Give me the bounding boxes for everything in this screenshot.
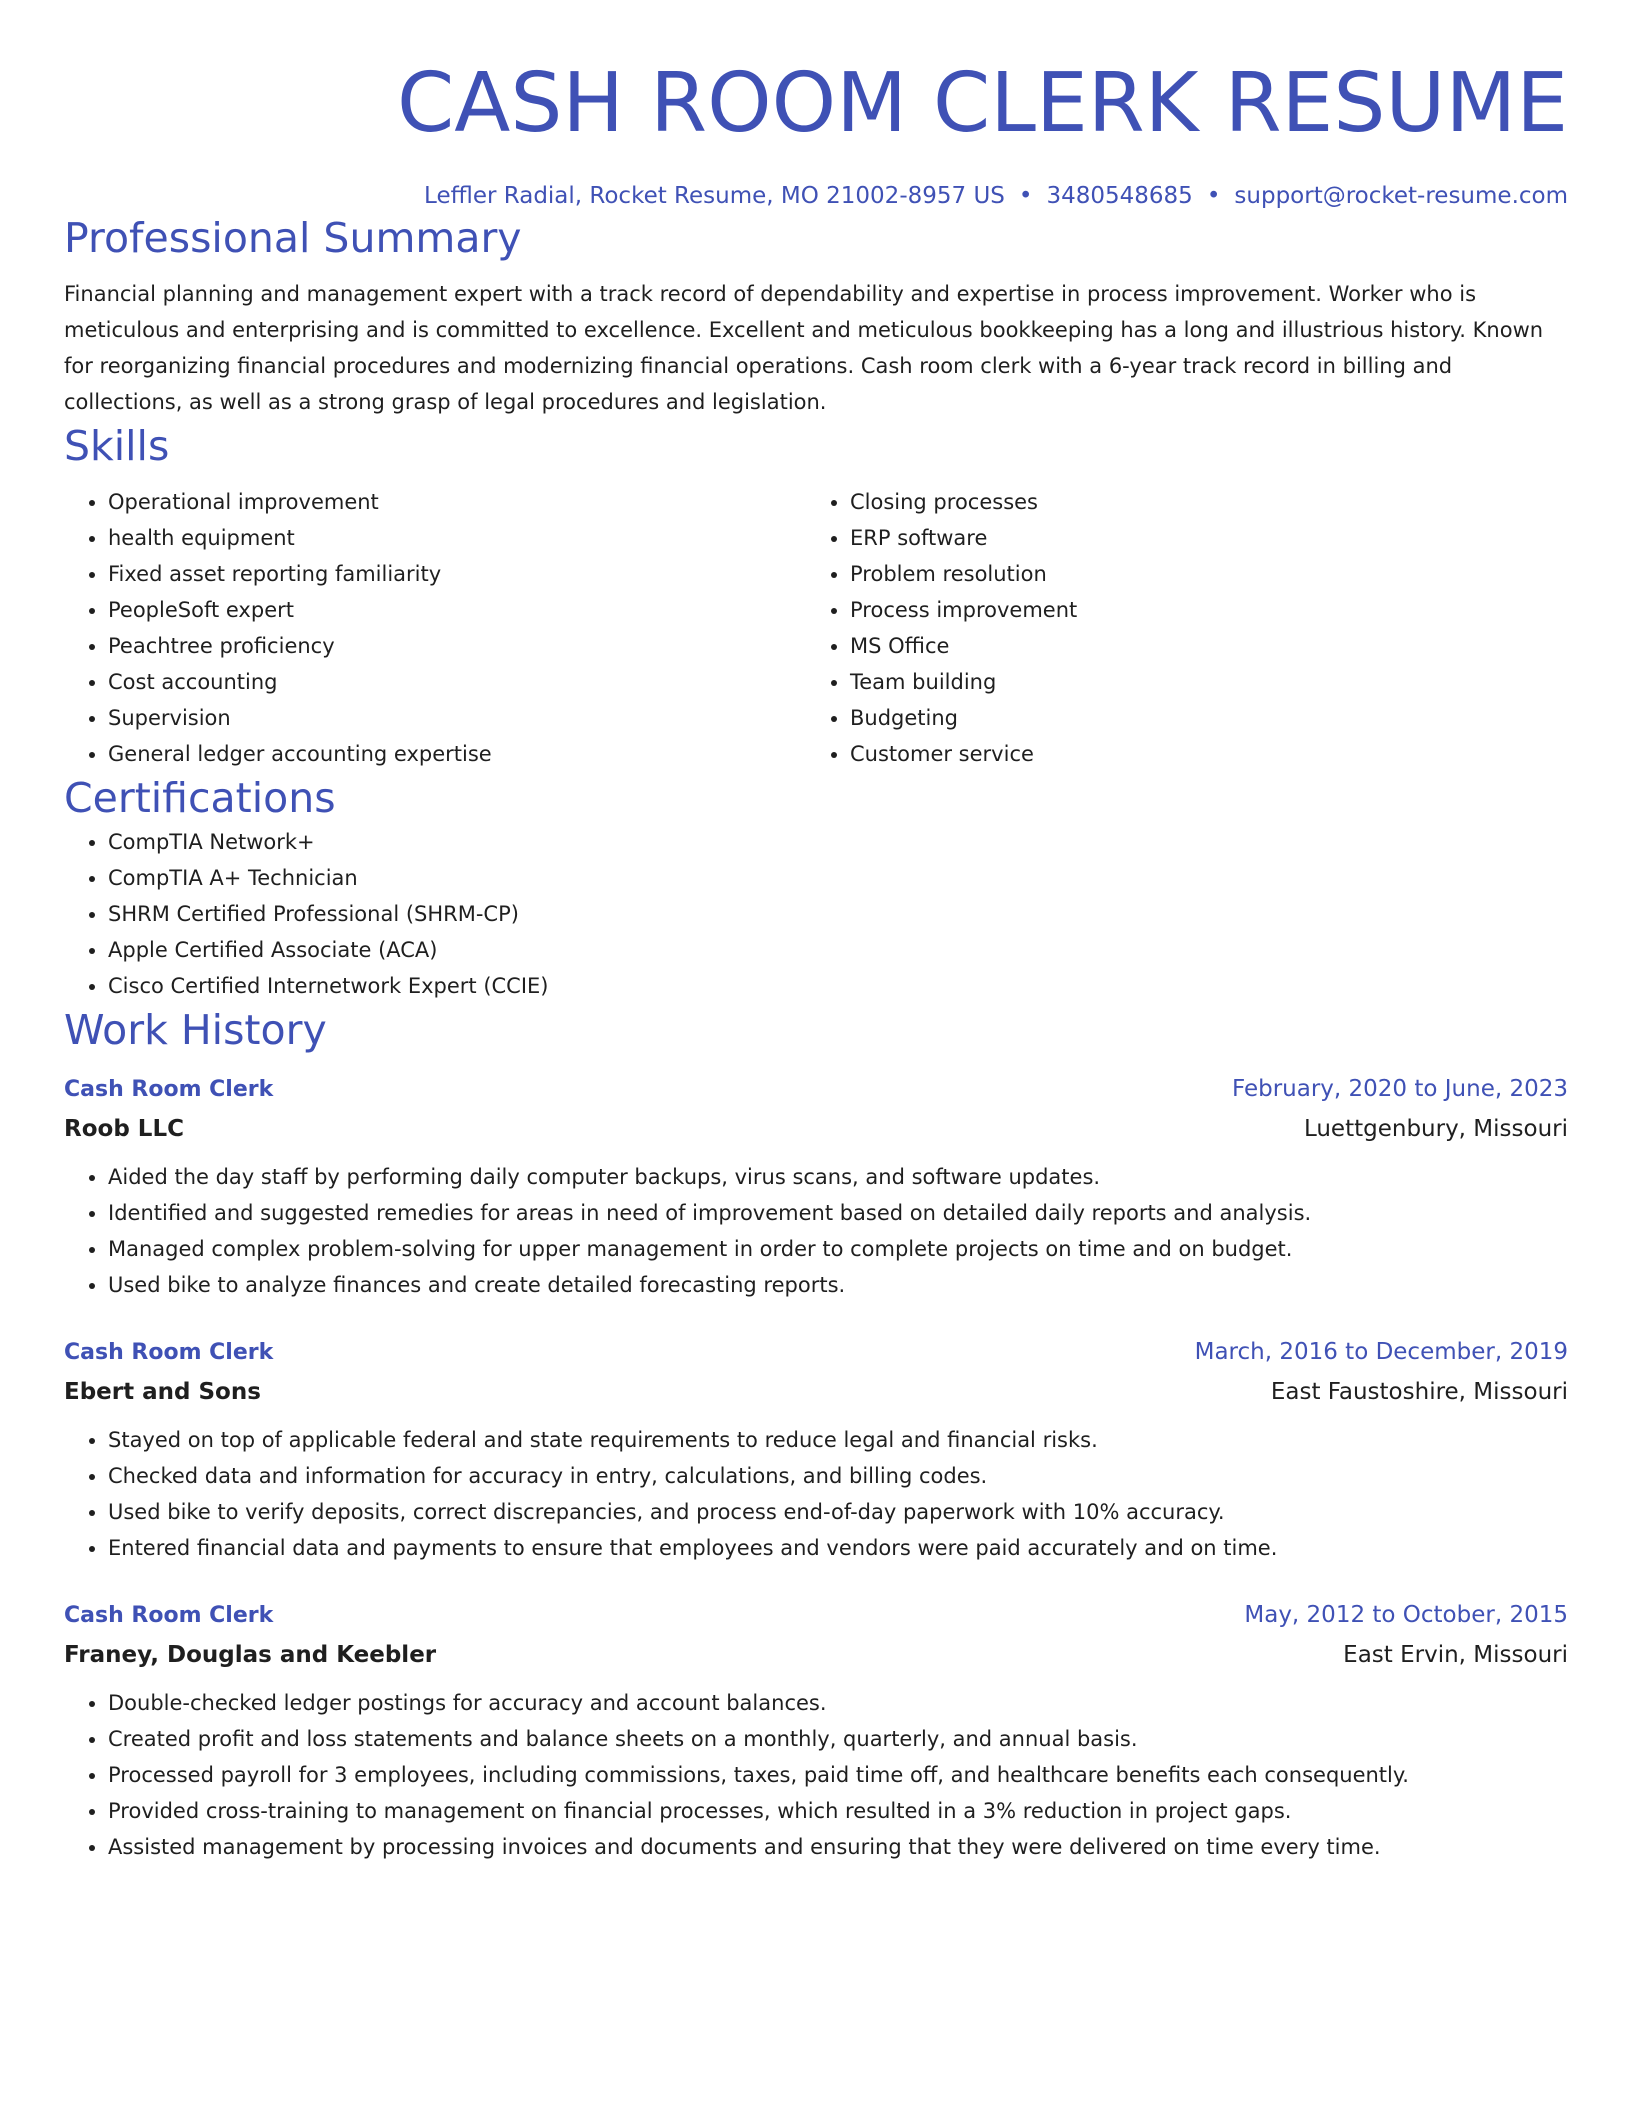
job-title: Cash Room Clerk — [64, 1077, 274, 1102]
resume-page — [64, 0, 1568, 1865]
job-company: Roob LLC — [64, 1116, 184, 1142]
job-location: Luettgenbury, Missouri — [1303, 1116, 1568, 1142]
job-duties-list — [64, 1159, 1568, 1303]
skill-item: • Process improvement — [850, 592, 1548, 628]
job-duty: • Double-checked ledger postings for accuracy and account balances. — [108, 1685, 1568, 1721]
job-duty: • Stayed on top of applicable federal and state requirements to reduce legal and financial risks. — [108, 1422, 1568, 1458]
job-duties-list — [64, 1422, 1568, 1566]
job-header-row — [64, 1070, 1568, 1109]
contact-separator: • — [1206, 183, 1221, 209]
job-duty: • Entered financial data and payments to ensure that employees and vendors were paid accurately and on time. — [108, 1530, 1568, 1566]
job-location: East Faustoshire, Missouri — [1270, 1379, 1568, 1405]
job-title: Cash Room Clerk — [64, 1340, 274, 1365]
work-history-heading: Work History — [64, 1006, 327, 1054]
skill-item: • Fixed asset reporting familiarity — [108, 556, 806, 592]
contact-phone: 3480548685 — [1046, 183, 1193, 209]
job-company-row — [64, 1109, 1568, 1149]
job-title: Cash Room Clerk — [64, 1603, 274, 1628]
skills-heading: Skills — [64, 422, 170, 470]
certification-item: • Cisco Certified Internetwork Expert (CCIE) — [108, 968, 1568, 1004]
skill-item: • Cost accounting — [108, 664, 806, 700]
job-duty: • Processed payroll for 3 employees, including commissions, taxes, paid time off, and healthcare benefits each consequently. — [108, 1757, 1568, 1793]
job-company-row — [64, 1635, 1568, 1675]
skill-item: • ERP software — [850, 520, 1548, 556]
certification-item: • CompTIA Network+ — [108, 824, 1568, 860]
job-duty: • Aided the day staff by performing daily computer backups, virus scans, and software updates. — [108, 1159, 1568, 1195]
skills-columns — [64, 484, 1568, 772]
skill-item: • MS Office — [850, 628, 1548, 664]
skill-item: • Team building — [850, 664, 1548, 700]
job-dates: March, 2016 to December, 2019 — [1194, 1339, 1568, 1365]
job-duty: • Managed complex problem-solving for upper management in order to complete projects on time and on budget. — [108, 1231, 1568, 1267]
certification-item: • Apple Certified Associate (ACA) — [108, 932, 1568, 968]
job-entry — [64, 1070, 1568, 1303]
skill-item: • Customer service — [850, 736, 1548, 772]
skills-list-left — [64, 484, 806, 772]
skill-item: • health equipment — [108, 520, 806, 556]
contact-separator: • — [1018, 183, 1033, 209]
job-entry — [64, 1333, 1568, 1566]
job-duty: • Provided cross-training to management on financial processes, which resulted in a 3% reduction in project gaps. — [108, 1793, 1568, 1829]
skill-item: • Problem resolution — [850, 556, 1548, 592]
job-duty: • Assisted management by processing invoices and documents and ensuring that they were delivered on time every time. — [108, 1829, 1568, 1865]
job-header-row — [64, 1333, 1568, 1372]
skill-item: • General ledger accounting expertise — [108, 736, 806, 772]
skill-item: • Supervision — [108, 700, 806, 736]
skills-list-right — [806, 484, 1548, 772]
certifications-heading: Certifications — [64, 774, 336, 822]
skill-item: • PeopleSoft expert — [108, 592, 806, 628]
job-duty: • Used bike to verify deposits, correct discrepancies, and process end-of-day paperwork with 10% accuracy. — [108, 1494, 1568, 1530]
job-company: Ebert and Sons — [64, 1379, 261, 1405]
job-header-row — [64, 1596, 1568, 1635]
skill-item: • Peachtree proficiency — [108, 628, 806, 664]
contact-address: Leffler Radial, Rocket Resume, MO 21002-8957 US — [424, 183, 1005, 209]
job-duty: • Checked data and information for accuracy in entry, calculations, and billing codes. — [108, 1458, 1568, 1494]
job-duties-list — [64, 1685, 1568, 1865]
job-dates: May, 2012 to October, 2015 — [1244, 1602, 1568, 1628]
contact-line — [64, 180, 1568, 212]
job-location: East Ervin, Missouri — [1343, 1642, 1568, 1668]
job-duty: • Created profit and loss statements and balance sheets on a monthly, quarterly, and annual basis. — [108, 1721, 1568, 1757]
certification-item: • CompTIA A+ Technician — [108, 860, 1568, 896]
job-duty: • Identified and suggested remedies for areas in need of improvement based on detailed daily reports and analysis. — [108, 1195, 1568, 1231]
skill-item: • Budgeting — [850, 700, 1548, 736]
summary-heading: Professional Summary — [64, 214, 522, 262]
job-dates: February, 2020 to June, 2023 — [1231, 1076, 1568, 1102]
certification-item: • SHRM Certified Professional (SHRM-CP) — [108, 896, 1568, 932]
resume-title: CASH ROOM CLERK RESUME — [397, 56, 1568, 151]
certifications-list — [64, 824, 1568, 1004]
job-duty: • Used bike to analyze finances and create detailed forecasting reports. — [108, 1267, 1568, 1303]
job-company-row — [64, 1372, 1568, 1412]
skill-item: • Closing processes — [850, 484, 1548, 520]
summary-text: Financial planning and management expert with a track record of dependability and expertise in process improvement. Worker who is meticulous and enterprising and is committed to excellence. Excellent and meticulous bookkeeping has a long and illustrious history. Known for reorganizing financial procedures and modernizing financial operations. Cash room clerk with a 6-year track record in billing and collections, as well as a strong grasp of legal procedures and legislation. — [64, 282, 1544, 414]
contact-email: support@rocket-resume.com — [1234, 183, 1568, 209]
job-company: Franey, Douglas and Keebler — [64, 1642, 437, 1668]
skill-item: • Operational improvement — [108, 484, 806, 520]
job-entry — [64, 1596, 1568, 1865]
